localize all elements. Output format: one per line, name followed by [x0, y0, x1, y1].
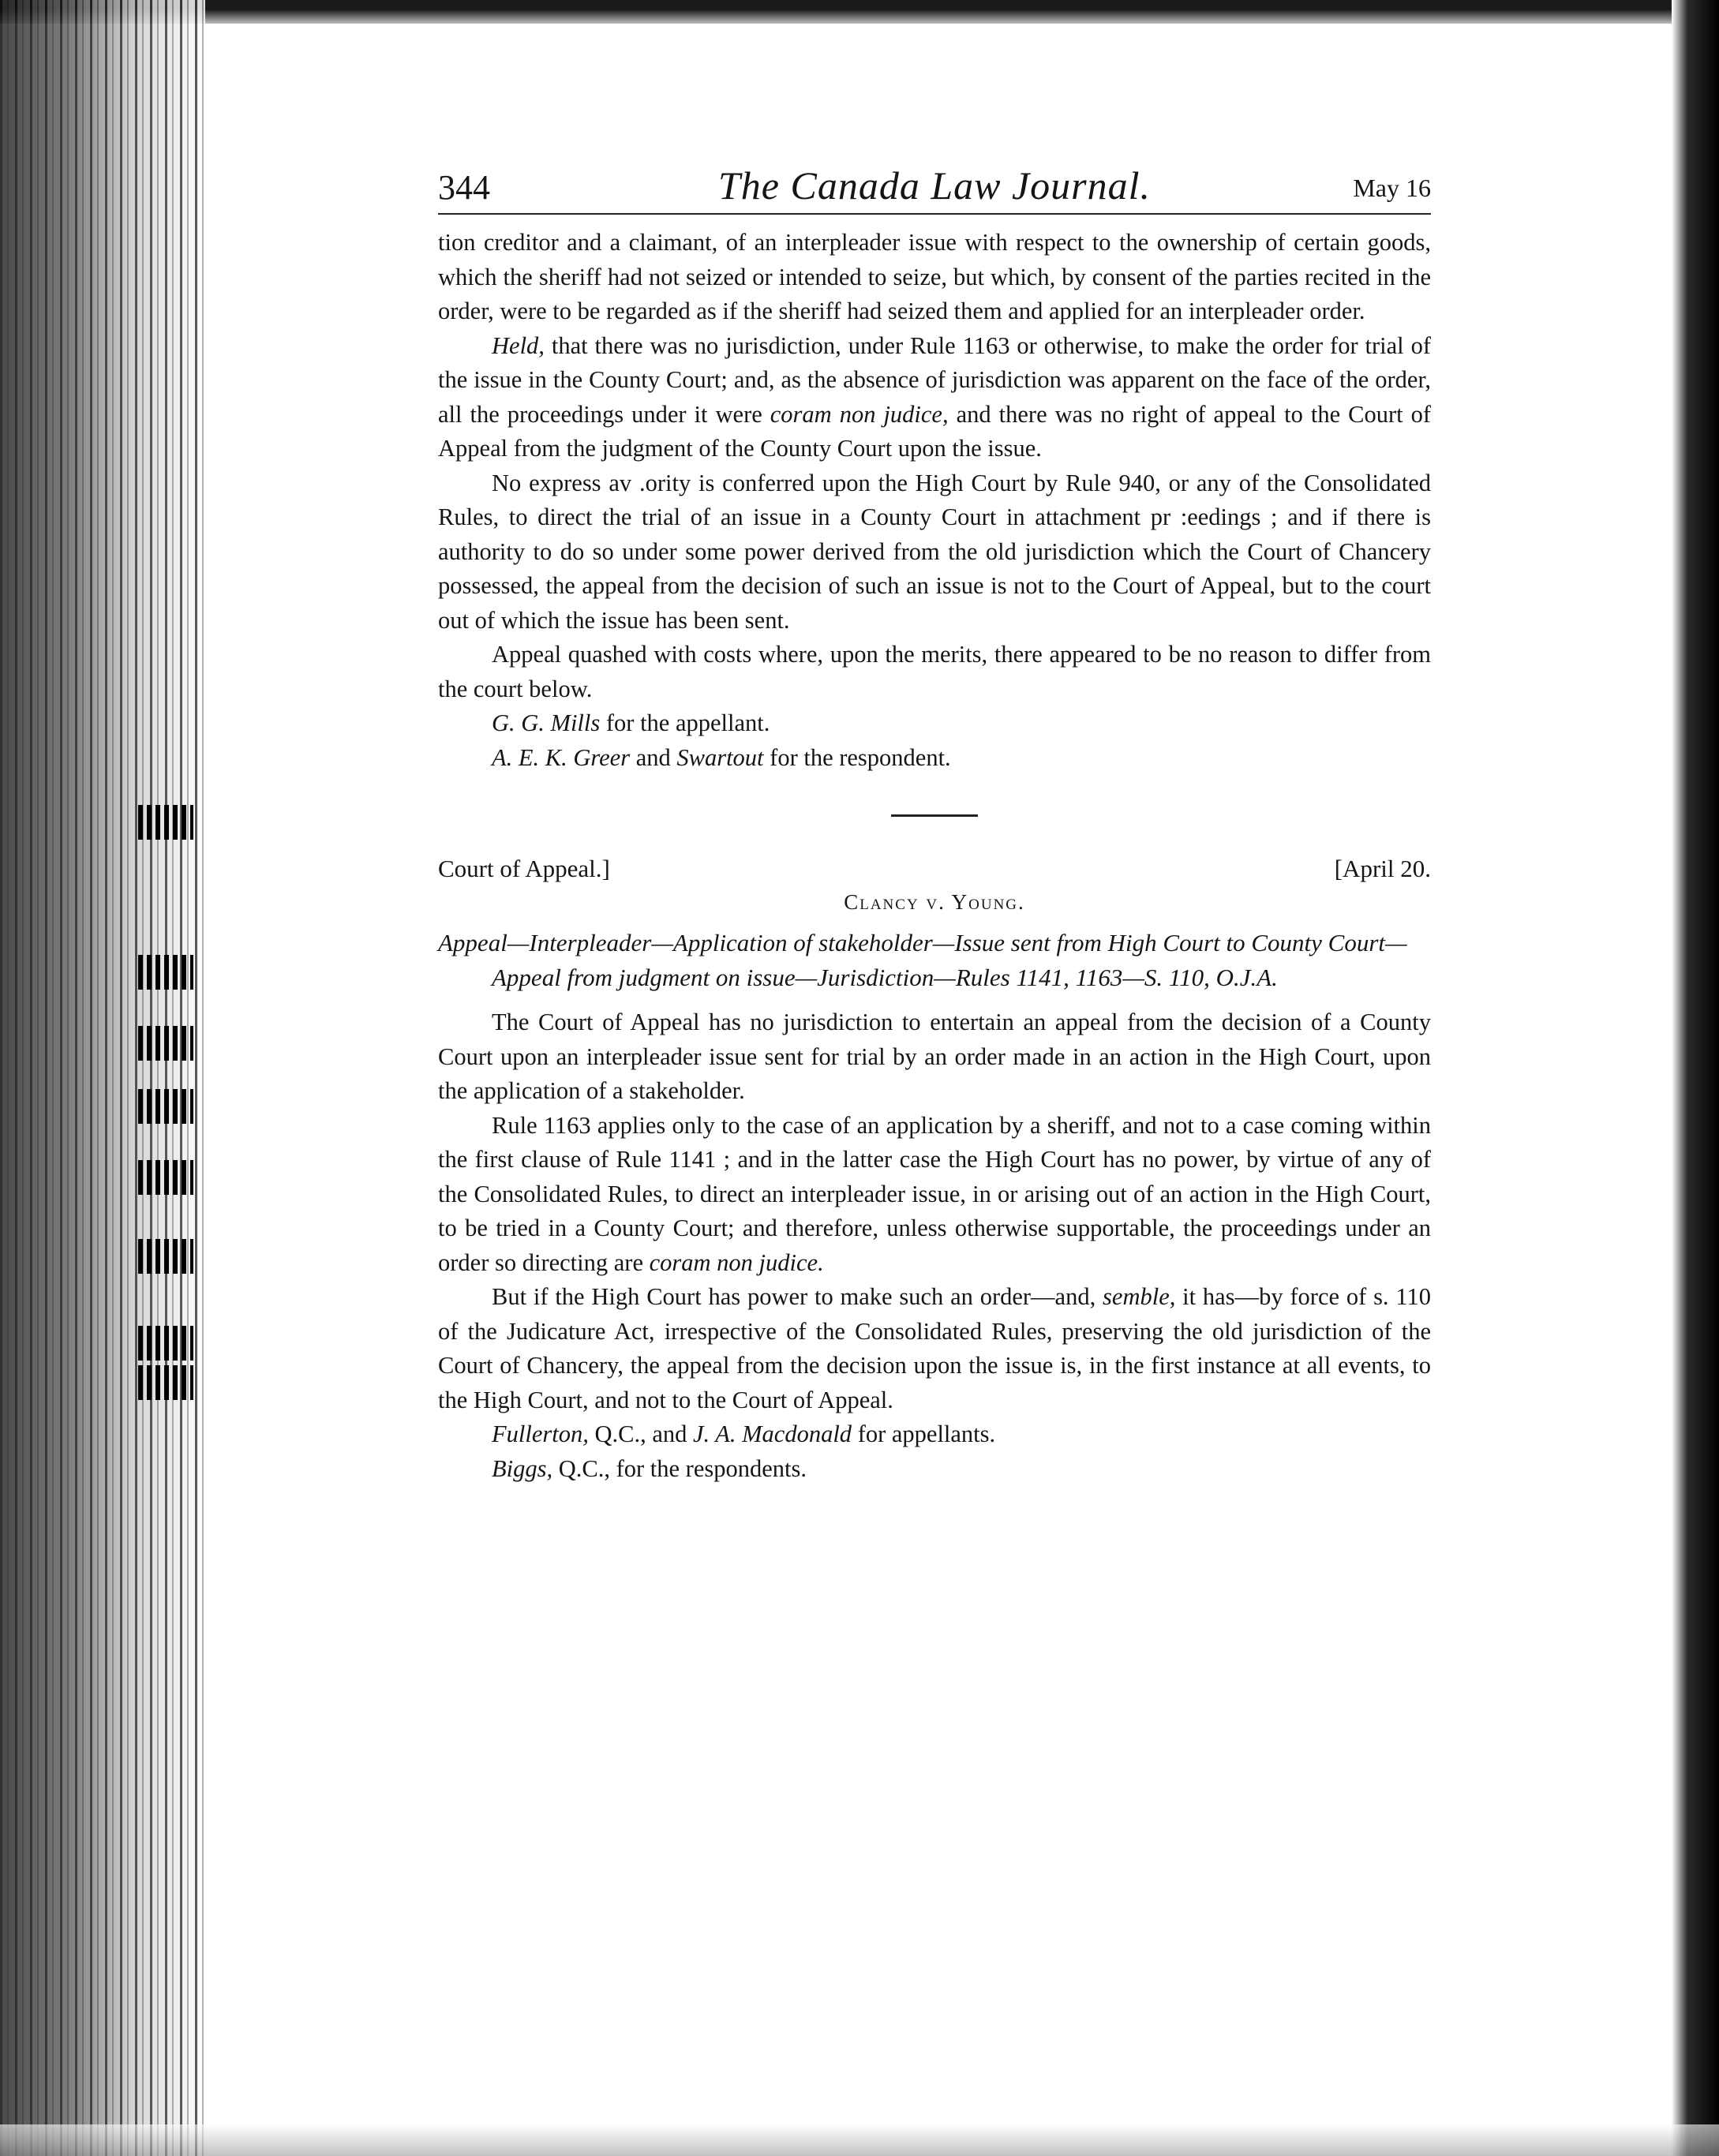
journal-page	[438, 158, 1431, 1486]
headnote: Appeal—Interpleader—Application of stakeholder—Issue sent from High Court to County Court—Appeal from judgment on issue—Jurisdiction—Rules 1141, 1163—S. 110, O.J.A.	[438, 929, 1407, 991]
decision-date: [April 20.	[1334, 855, 1431, 882]
case-title: Clancy v. Young.	[844, 890, 1025, 914]
scan-right-edge	[1672, 0, 1719, 2156]
counsel-respondents: Biggs, Q.C., for the respondents.	[492, 1454, 807, 1482]
page-number: 344	[438, 168, 490, 207]
margin-mark	[138, 1239, 193, 1274]
continued-paragraph: tion creditor and a claimant, of an interpleader issue with respect to the ownership of certain goods, which the sheriff had not seized or intended to seize, but which, by consent of the parties recited in the order, were to be regarded as if the sheriff had seized them and applied for an interpleader order.	[438, 229, 1431, 324]
issue-date: May 16	[1353, 174, 1431, 202]
held-label: Held,	[492, 331, 545, 359]
authority-paragraph: No express av .ority is conferred upon the High Court by Rule 940, or any of the Consolidated Rules, to direct the trial of an issue in a County Court in attachment pr :eedings ; and if there is authority to do so under some power derived from the old jurisdiction which the Court of Chancery possessed, the appeal from the decision of such an issue is not to the Court of Appeal, but to the court out of which the issue has been sent.	[438, 469, 1431, 634]
section-divider	[891, 814, 978, 817]
journal-title: The Canada Law Journal.	[717, 163, 1152, 208]
holding-paragraph: The Court of Appeal has no jurisdiction to entertain an appeal from the decision of a County Court upon an interpleader issue sent for trial by an order made in an action in the High Court, upon the application of a stakeholder.	[438, 1009, 1431, 1104]
rule-paragraph: Rule 1163 applies only to the case of an application by a sheriff, and not to a case coming within the first clause of Rule 1141 ; and in the latter case the High Court has no power, by virtue of any of the Consolidated Rules, to direct an interpleader issue, in or arising out of an action in the High Court, to be tried in a County Court; and therefore, unless otherwise supportable, the proceedings under an order so directing are coram non judice.	[438, 1111, 1431, 1276]
margin-mark	[138, 1026, 193, 1061]
margin-mark	[138, 1326, 193, 1361]
margin-mark	[138, 805, 193, 840]
counsel-respondent: A. E. K. Greer and Swartout for the respondent.	[492, 743, 951, 771]
margin-mark	[138, 1365, 193, 1400]
counsel-appellants: Fullerton, Q.C., and J. A. Macdonald for appellants.	[492, 1420, 996, 1447]
section-previous-case	[438, 226, 1431, 775]
margin-mark	[138, 1160, 193, 1195]
section-clancy-v-young	[438, 852, 1431, 1486]
scan-binding-edge	[0, 0, 205, 2156]
semble-paragraph: But if the High Court has power to make such an order—and, semble, it has—by force of s. 110 of the Judicature Act, irrespective of the Consolidated Rules, preserving the old jurisdiction of the Court of Chancery, the appeal from the decision upon the issue is, in the first instance at all events, to the High Court, and not to the Court of Appeal.	[438, 1283, 1431, 1413]
scan-top-edge	[0, 0, 1719, 24]
scan-bottom-edge	[0, 2124, 1719, 2156]
running-header	[438, 158, 1431, 215]
margin-mark	[138, 1089, 193, 1124]
counsel-appellant: G. G. Mills for the appellant.	[492, 709, 770, 736]
court-line	[438, 852, 1431, 886]
held-paragraph: Held, that there was no jurisdiction, under Rule 1163 or otherwise, to make the order for trial of the issue in the County Court; and, as the absence of jurisdiction was apparent on the face of the order, all the proceedings under it were coram non judice, and there was no right of appeal to the Court of Appeal from the judgment of the County Court upon the issue.	[438, 331, 1431, 462]
disposition-paragraph: Appeal quashed with costs where, upon the merits, there appeared to be no reason to differ from the court below.	[438, 641, 1431, 702]
court-name: Court of Appeal.]	[438, 855, 610, 882]
margin-mark	[138, 955, 193, 990]
